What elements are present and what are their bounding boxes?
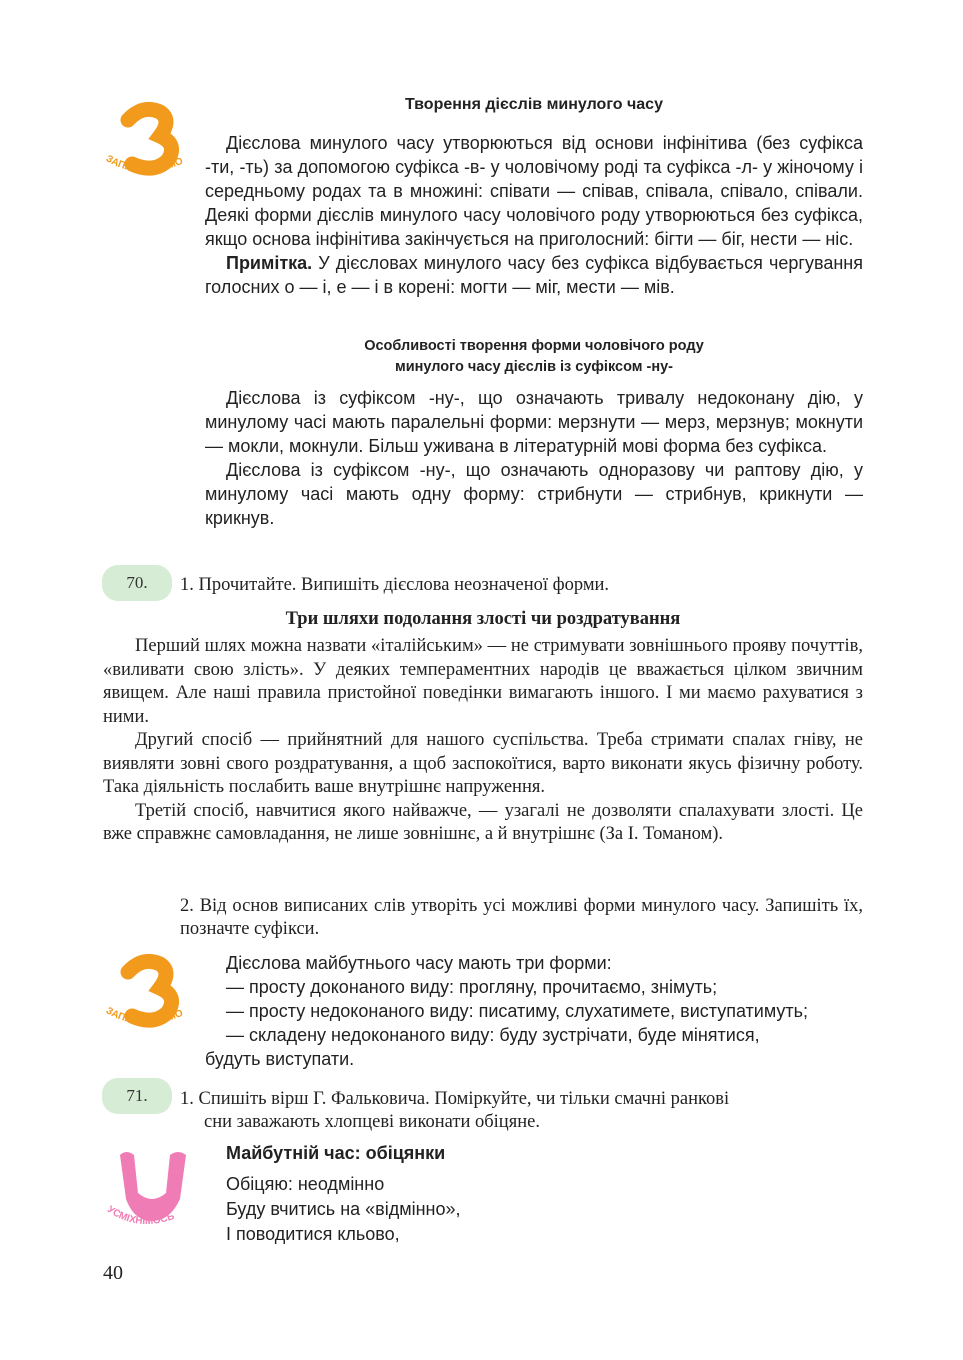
poem-line: Буду вчитись на «відмінно»,	[226, 1199, 461, 1219]
rule3-line2: — просту доконаного виду: прогляну, прочитаємо, знімуть;	[226, 977, 718, 997]
poem-line: І поводитися кльово,	[226, 1224, 400, 1244]
exercise-71-task1-line2: сни заважають хлопцеві виконати обіцяне.	[204, 1112, 540, 1132]
exercise-70-task2: 2. Від основ виписаних слів утворіть усі можливі форми минулого часу. Запишіть їх, позначте суфікси.	[180, 896, 863, 939]
rule3-line3: — просту недоконаного виду: писатиму, слухатимете, виступатимуть;	[226, 1001, 809, 1021]
rule3-block	[205, 951, 863, 1071]
poem	[226, 1172, 461, 1247]
usmikhnimos-logo	[98, 1145, 208, 1245]
exercise-70-text	[103, 635, 863, 847]
zapamyataimo-logo	[98, 98, 208, 198]
text-paragraph-1: Перший шлях можна назвати «італійським» — не стримувати зовнішнього прояву почуттів, «виливати свою злість». У деяких темпераментних народів це вважається цілком звичним явищем. Але наші правила пристойної поведінки вимагають іншого. І ми маємо рахуватися з ними.	[103, 636, 863, 727]
exercise-70-badge: 70.	[102, 565, 172, 601]
zapamyataimo-label: ЗАПАМ'ЯТАЙМО	[103, 1005, 185, 1028]
exercise-70-task1: 1. Прочитайте. Випишіть дієслова неозначеної форми.	[180, 575, 610, 595]
rule3-line4: — складену недоконаного виду: буду зустрічати, буде мінятися,	[226, 1025, 760, 1045]
rule1-paragraph: Дієслова минулого часу утворюються від основи інфінітива (без суфікса -ти, -ть) за допомогою суфікса -в- у чоловічому роді та суфікса -л- у жіночому і середньому родах та в множині: співати — співав, співала, співало, співали. Деякі форми дієслів минулого часу чоловічого роду утворюються без суфікса, якщо основа інфінітива закінчується на приголосний: бігти — біг, нести — ніс.	[205, 133, 863, 249]
note-text: У дієсловах минулого часу без суфікса відбувається чергування голосних о — і, е — і в корені: могти — міг, мести — мів.	[205, 253, 863, 297]
smile-icon	[98, 1145, 208, 1245]
zapamyataimo-icon	[98, 950, 208, 1050]
note-label: Примітка.	[226, 253, 313, 273]
zapamyataimo-logo-2	[98, 950, 208, 1050]
rule3-line5: будуть виступати.	[205, 1049, 355, 1069]
rule1-block	[205, 131, 863, 299]
rule2-paragraph-2: Дієслова із суфіксом -ну-, що означають одноразову чи раптову дію, у минулому часі мають одну форму: стрибнути — стрибнув, крикнути — крикнув.	[205, 460, 863, 528]
rule2-heading-line2: минулого часу дієслів із суфіксом -ну-	[395, 359, 673, 375]
usmikhnimos-label: УСМІХНІМОСЬ	[105, 1204, 176, 1228]
zapamyataimo-label: ЗАПАМ'ЯТАЙМО	[103, 153, 185, 176]
rule2-heading	[205, 336, 863, 378]
text-title: Три шляхи подолання злості чи роздратування	[285, 609, 681, 629]
page-number: 40	[103, 1262, 123, 1284]
rule2-block	[205, 386, 863, 530]
rule1-heading: Творення дієслів минулого часу	[405, 96, 663, 113]
exercise-71-task1	[180, 1088, 863, 1134]
exercise-71-badge: 71.	[102, 1078, 172, 1114]
rule2-paragraph-1: Дієслова із суфіксом -ну-, що означають тривалу недоконану дію, у минулому часі мають паралельні форми: мерзнути — мерз, мерзнув; мокнути — мокли, мокнули. Більш уживана в літературній мові форма без суфікса.	[205, 388, 863, 456]
poem-line: Обіцяю: неодмінно	[226, 1174, 385, 1194]
zapamyataimo-icon	[98, 98, 208, 198]
text-paragraph-3: Третій спосіб, навчитися якого найважче, — узагалі не дозволяти спалахувати злості. Це вже справжнє самовладання, не лише зовнішнє, а й внутрішнє (За І. Томаном).	[103, 800, 863, 844]
text-paragraph-2: Другий спосіб — прийнятний для нашого суспільства. Треба стримати спалах гніву, не виявляти зовні свого роздратування, а щоб заспокоїтися, варто виконати якусь фізичну роботу. Така діяльність послабить ваше внутрішнє напруження.	[103, 730, 863, 797]
rule2-heading-line1: Особливості творення форми чоловічого роду	[364, 338, 704, 354]
rule3-line1: Дієслова майбутнього часу мають три форми:	[226, 953, 612, 973]
rule1-note	[205, 251, 863, 299]
poem-title: Майбутній час: обіцянки	[226, 1143, 446, 1163]
exercise-71-task1-line1: 1. Спишіть вірш Г. Фальковича. Поміркуйте, чи тільки смачні ранкові	[180, 1089, 730, 1109]
